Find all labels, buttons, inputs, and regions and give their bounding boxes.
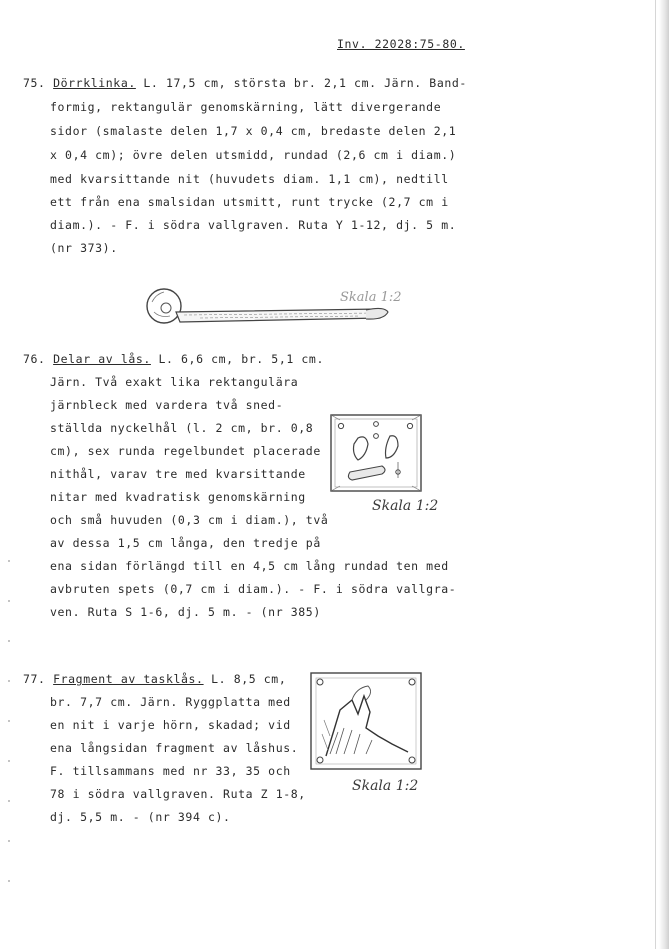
entry-text-line: av dessa 1,5 cm långa, den tredje på: [50, 536, 321, 550]
entry-text-line: avbruten spets (0,7 cm i diam.). - F. i södra vallgra-: [50, 582, 457, 596]
entry-text-line: cm), sex runda regelbundet placerade: [50, 444, 321, 458]
bag-lock-drawing: [308, 670, 424, 772]
entry-title: Delar av lås.: [53, 352, 151, 366]
entry-text-line: L. 8,5 cm,: [203, 672, 287, 686]
entry-text-line: formig, rektangulär genomskärning, lätt divergerande: [50, 100, 442, 114]
entry-text-line: L. 17,5 cm, största br. 2,1 cm. Järn. Band-: [135, 76, 467, 90]
entry-text-line: sidor (smalaste delen 1,7 x 0,4 cm, bredaste delen 2,1: [50, 124, 457, 138]
entry-text-line: ven. Ruta S 1-6, dj. 5 m. - (nr 385): [50, 605, 321, 619]
entry-text-line: x 0,4 cm); övre delen utsmidd, rundad (2,6 cm i diam.): [50, 148, 457, 162]
entry-text-line: F. tillsammans med nr 33, 35 och: [50, 764, 291, 778]
entry-text-line: järnbleck med vardera två sned-: [50, 398, 284, 412]
entry-text-line: ett från ena smalsidan utsmitt, runt trycke (2,7 cm i: [50, 195, 449, 209]
entry-text-line: Järn. Två exakt lika rektangulära: [50, 375, 299, 389]
entry-76-first-line: [23, 352, 324, 366]
entry-text-line: diam.). - F. i södra vallgraven. Ruta Y 1-12, dj. 5 m.: [50, 218, 457, 232]
entry-text-line: en nit i varje hörn, skadad; vid: [50, 718, 291, 732]
page-edge-shadow: [659, 0, 669, 949]
entry-text-line: ena sidan förlängd till en 4,5 cm lång rundad ten med: [50, 559, 449, 573]
door-latch-drawing: [140, 282, 395, 328]
entry-number: 77.: [23, 672, 46, 686]
entry-text-line: (nr 373).: [50, 241, 118, 255]
entry-number: 75.: [23, 76, 46, 90]
scale-label-75: Skala 1:2: [340, 290, 402, 305]
entry-text-line: och små huvuden (0,3 cm i diam.), två: [50, 513, 329, 527]
inventory-number: Inv. 22028:75-80.: [337, 37, 465, 51]
lock-plate-drawing: [328, 412, 424, 496]
entry-75-first-line: [23, 76, 467, 90]
entry-text-line: ena långsidan fragment av låshus.: [50, 741, 299, 755]
scale-label-76: Skala 1:2: [372, 498, 439, 514]
entry-text-line: 78 i södra vallgraven. Ruta Z 1-8,: [50, 787, 306, 801]
entry-77-first-line: [23, 672, 286, 686]
entry-text-line: nithål, varav tre med kvarsittande: [50, 467, 306, 481]
margin-marks: [4, 560, 14, 940]
entry-number: 76.: [23, 352, 46, 366]
entry-text-line: ställda nyckelhål (l. 2 cm, br. 0,8: [50, 421, 314, 435]
entry-text-line: L. 6,6 cm, br. 5,1 cm.: [150, 352, 324, 366]
entry-text-line: dj. 5,5 m. - (nr 394 c).: [50, 810, 231, 824]
entry-title: Fragment av tasklås.: [53, 672, 204, 686]
entry-text-line: med kvarsittande nit (huvudets diam. 1,1 cm), nedtill: [50, 172, 449, 186]
page-edge-line: [655, 0, 656, 949]
entry-title: Dörrklinka.: [53, 76, 136, 90]
entry-text-line: br. 7,7 cm. Järn. Ryggplatta med: [50, 695, 291, 709]
entry-text-line: nitar med kvadratisk genomskärning: [50, 490, 306, 504]
scale-label-77: Skala 1:2: [352, 778, 419, 794]
